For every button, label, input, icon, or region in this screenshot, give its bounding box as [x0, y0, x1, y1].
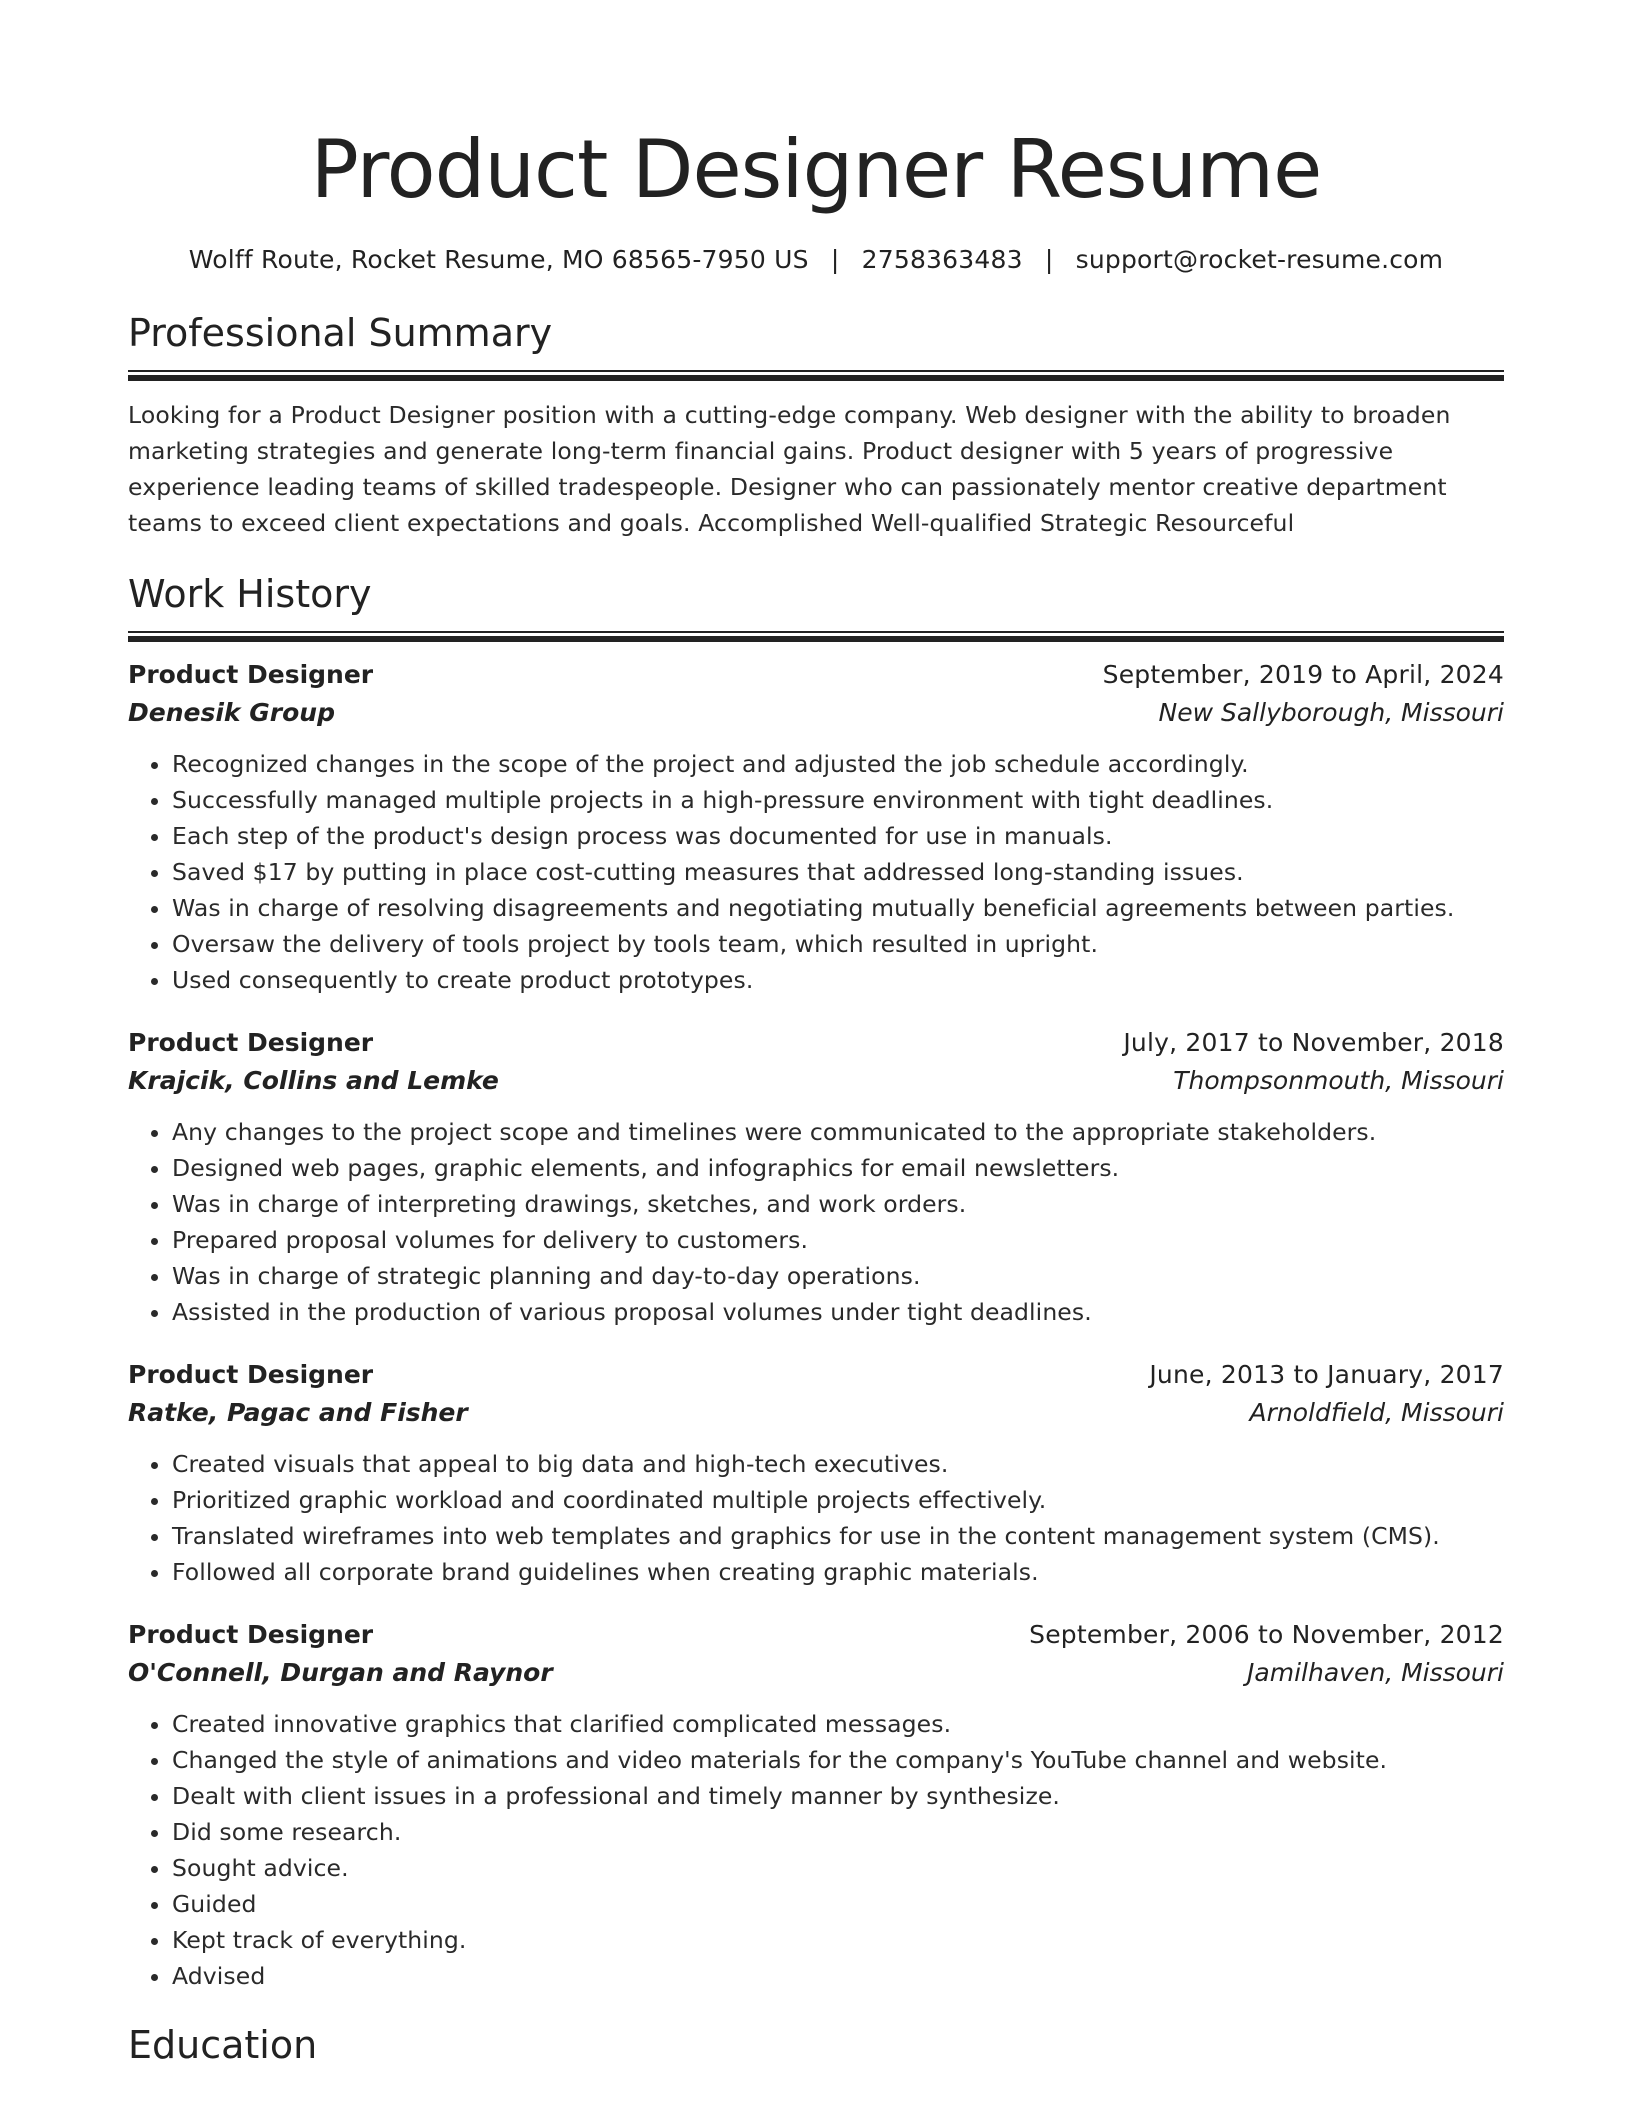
job-dates: June, 2013 to January, 2017: [1149, 1360, 1504, 1389]
resume-title: Product Designer Resume: [310, 123, 1322, 216]
job-bullet-list: [128, 746, 1504, 998]
job-title: Product Designer: [128, 1028, 374, 1057]
job-list: [128, 656, 1504, 1994]
summary-text: Looking for a Product Designer position with a cutting-edge company. Web designer with the ability to broaden marketing strategies and generate long-term financial gains. Product designer with 5 years of progressive experience leading teams of skilled tradespeople. Designer who can passionately mentor creative department teams to exceed client expectations and goals. Accomplished Well-qualified Strategic Resourceful: [128, 401, 1451, 537]
contact-separator: |: [830, 245, 840, 274]
job-bullet-item: • Oversaw the delivery of tools project by tools team, which resulted in upright.: [172, 926, 1504, 962]
job-dates: July, 2017 to November, 2018: [1123, 1028, 1504, 1057]
job-location: Thompsonmouth, Missouri: [1173, 1066, 1504, 1095]
contact-address: Wolff Route, Rocket Resume, MO 68565-7950 US: [188, 245, 809, 274]
education-section: [128, 2020, 1504, 2070]
job-header-row: [128, 656, 1504, 694]
section-heading-summary: Professional Summary: [128, 311, 553, 355]
job-entry: [128, 656, 1504, 998]
job-company-row: [128, 1654, 1504, 1692]
job-company: Ratke, Pagac and Fisher: [128, 1398, 468, 1427]
job-entry: [128, 1356, 1504, 1590]
job-bullet-item: • Prioritized graphic workload and coordinated multiple projects effectively.: [172, 1482, 1504, 1518]
job-header-row: [128, 1616, 1504, 1654]
job-bullet-item: • Sought advice.: [172, 1850, 1504, 1886]
job-bullet-item: • Was in charge of interpreting drawings, sketches, and work orders.: [172, 1186, 1504, 1222]
job-bullet-item: • Assisted in the production of various proposal volumes under tight deadlines.: [172, 1294, 1504, 1330]
job-company-row: [128, 1394, 1504, 1432]
job-location: New Sallyborough, Missouri: [1158, 698, 1504, 727]
job-bullet-item: • Created visuals that appeal to big data and high-tech executives.: [172, 1446, 1504, 1482]
contact-separator: |: [1044, 245, 1054, 274]
job-company-row: [128, 1062, 1504, 1100]
section-heading-education: Education: [128, 2023, 318, 2067]
job-bullet-list: [128, 1706, 1504, 1994]
section-heading-work-history: Work History: [128, 572, 372, 616]
job-bullet-item: • Followed all corporate brand guidelines when creating graphic materials.: [172, 1554, 1504, 1590]
job-dates: September, 2006 to November, 2012: [1029, 1620, 1504, 1649]
job-bullet-item: • Used consequently to create product prototypes.: [172, 962, 1504, 998]
job-title: Product Designer: [128, 1360, 374, 1389]
job-dates: September, 2019 to April, 2024: [1102, 660, 1504, 689]
job-bullet-item: • Each step of the product's design process was documented for use in manuals.: [172, 818, 1504, 854]
job-company: Krajcik, Collins and Lemke: [128, 1066, 499, 1095]
job-bullet-item: • Recognized changes in the scope of the project and adjusted the job schedule accordingly.: [172, 746, 1504, 782]
job-bullet-item: • Saved $17 by putting in place cost-cutting measures that addressed long-standing issues.: [172, 854, 1504, 890]
job-title: Product Designer: [128, 660, 374, 689]
job-bullet-item: • Created innovative graphics that clarified complicated messages.: [172, 1706, 1504, 1742]
contact-line: [128, 242, 1504, 278]
work-history-section: [128, 569, 1504, 1994]
contact-email: support@rocket-resume.com: [1075, 245, 1444, 274]
job-bullet-item: • Was in charge of resolving disagreements and negotiating mutually beneficial agreements between parties.: [172, 890, 1504, 926]
job-bullet-item: • Changed the style of animations and video materials for the company's YouTube channel and website.: [172, 1742, 1504, 1778]
job-bullet-list: [128, 1114, 1504, 1330]
section-divider: [128, 631, 1504, 642]
job-bullet-item: • Prepared proposal volumes for delivery to customers.: [172, 1222, 1504, 1258]
job-entry: [128, 1024, 1504, 1330]
job-bullet-item: • Did some research.: [172, 1814, 1504, 1850]
resume-page: [128, 0, 1504, 2070]
job-company: Denesik Group: [128, 698, 335, 727]
contact-phone: 2758363483: [861, 245, 1023, 274]
job-bullet-item: • Any changes to the project scope and timelines were communicated to the appropriate stakeholders.: [172, 1114, 1504, 1150]
job-bullet-item: • Guided: [172, 1886, 1504, 1922]
job-bullet-item: • Successfully managed multiple projects in a high-pressure environment with tight deadlines.: [172, 782, 1504, 818]
job-company-row: [128, 694, 1504, 732]
job-company: O'Connell, Durgan and Raynor: [128, 1658, 553, 1687]
job-bullet-item: • Kept track of everything.: [172, 1922, 1504, 1958]
section-divider: [128, 370, 1504, 381]
job-bullet-item: • Was in charge of strategic planning and day-to-day operations.: [172, 1258, 1504, 1294]
job-entry: [128, 1616, 1504, 1994]
job-location: Jamilhaven, Missouri: [1247, 1658, 1504, 1687]
job-bullet-item: • Translated wireframes into web templates and graphics for use in the content management system (CMS).: [172, 1518, 1504, 1554]
job-location: Arnoldfield, Missouri: [1249, 1398, 1504, 1427]
job-header-row: [128, 1356, 1504, 1394]
job-title: Product Designer: [128, 1620, 374, 1649]
professional-summary-section: [128, 308, 1504, 541]
job-bullet-item: • Dealt with client issues in a professional and timely manner by synthesize.: [172, 1778, 1504, 1814]
job-header-row: [128, 1024, 1504, 1062]
job-bullet-list: [128, 1446, 1504, 1590]
job-bullet-item: • Advised: [172, 1958, 1504, 1994]
job-bullet-item: • Designed web pages, graphic elements, and infographics for email newsletters.: [172, 1150, 1504, 1186]
